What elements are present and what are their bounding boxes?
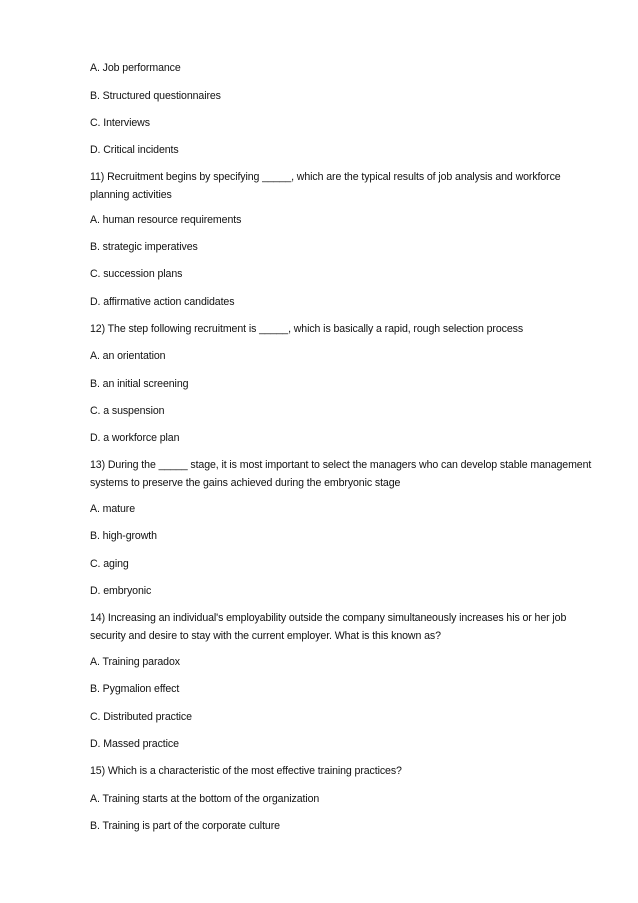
answer-option: C. succession plans xyxy=(90,268,183,280)
question-15: 15) Which is a characteristic of the most effective training practices? xyxy=(90,765,402,777)
answer-option: B. Training is part of the corporate culture xyxy=(90,820,280,832)
question-13: 13) During the _____ stage, it is most important to select the managers who can develop stable management systems to preserve the gains achieved during the embryonic stage xyxy=(90,459,592,489)
answer-option: A. Training starts at the bottom of the organization xyxy=(90,793,320,805)
answer-option: C. Distributed practice xyxy=(90,711,192,723)
answer-option: D. a workforce plan xyxy=(90,432,180,444)
answer-option: B. Pygmalion effect xyxy=(90,683,180,695)
answer-option: B. Structured questionnaires xyxy=(90,90,221,102)
answer-option: D. Massed practice xyxy=(90,738,179,750)
answer-option: C. aging xyxy=(90,558,129,570)
question-14: 14) Increasing an individual's employability outside the company simultaneously increases his or her job security and desire to stay with the current employer. What is this known as? xyxy=(90,612,567,642)
answer-option: C. a suspension xyxy=(90,405,165,417)
answer-option: A. Job performance xyxy=(90,62,181,74)
answer-option: D. affirmative action candidates xyxy=(90,296,235,308)
answer-option: A. Training paradox xyxy=(90,656,180,668)
answer-option: B. strategic imperatives xyxy=(90,241,198,253)
question-12: 12) The step following recruitment is _____, which is basically a rapid, rough selection process xyxy=(90,323,524,335)
answer-option: D. Critical incidents xyxy=(90,144,179,156)
answer-option: D. embryonic xyxy=(90,585,152,597)
answer-option: A. mature xyxy=(90,503,136,515)
question-11: 11) Recruitment begins by specifying _____, which are the typical results of job analysis and workforce planning activities xyxy=(90,171,561,201)
answer-option: C. Interviews xyxy=(90,117,150,129)
answer-option: B. an initial screening xyxy=(90,378,189,390)
answer-option: A. an orientation xyxy=(90,350,166,362)
answer-option: B. high-growth xyxy=(90,530,157,542)
answer-option: A. human resource requirements xyxy=(90,214,242,226)
